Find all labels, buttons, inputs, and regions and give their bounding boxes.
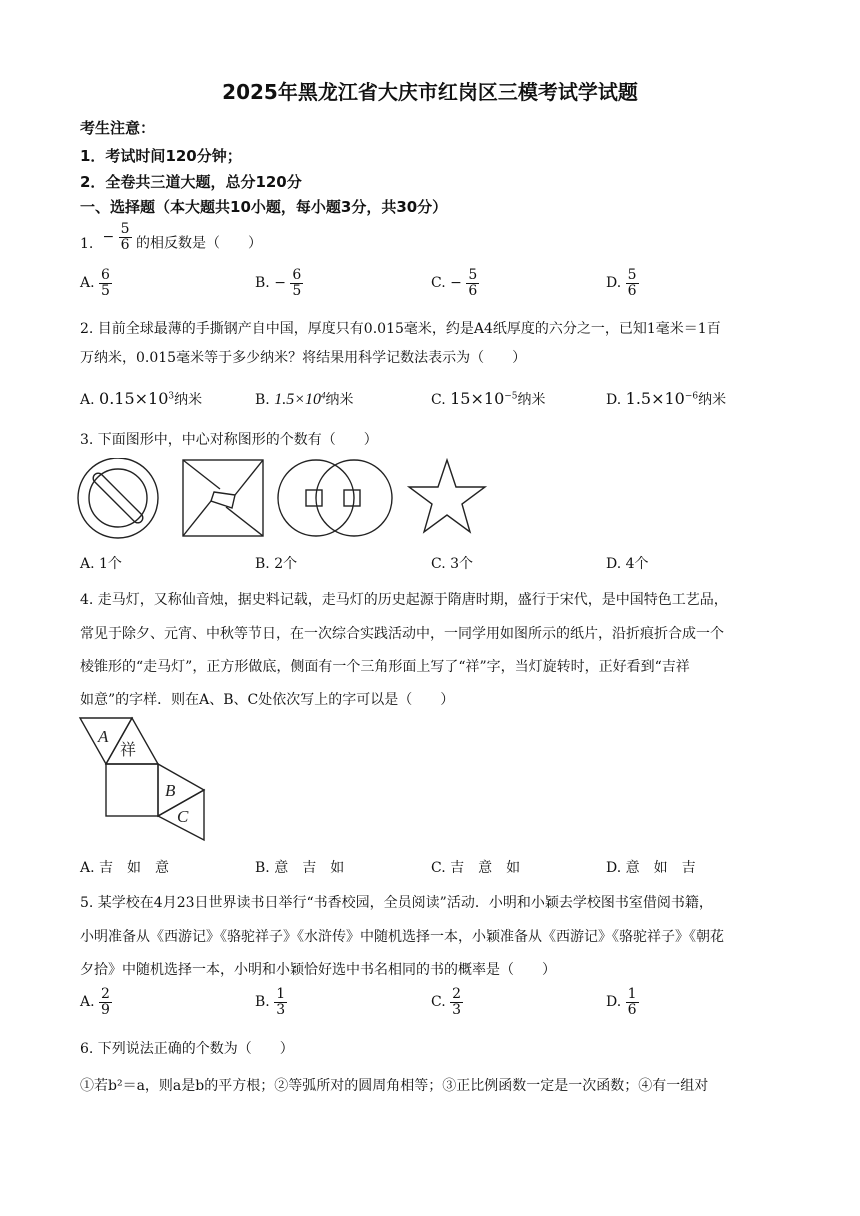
q1-text: 的相反数是（ ） xyxy=(136,235,263,252)
star-figure xyxy=(409,460,485,532)
q2-option-b[interactable]: B. $1.5\times 10^4$纳米 xyxy=(255,390,354,408)
q2-option-a[interactable]: A. $0.15\times 10^3$纳米 xyxy=(80,389,203,408)
q3-text: 3. 下面图形中，中心对称图形的个数有（ ） xyxy=(80,432,378,448)
q6-line-2: ①若b²＝a，则a是b的平方根；②等弧所对的圆周角相等；③正比例函数一定是一次函数；④有一组对 xyxy=(80,1078,709,1094)
q1-sign: − xyxy=(102,229,115,246)
q1-number: 1. xyxy=(80,236,94,253)
q1-frac-num: 5 xyxy=(120,221,130,237)
q5-line-1: 5. 某学校在4月23日世界读书日举行“书香校园，全员阅读”活动．小明和小颖去学校图书室借阅书籍， xyxy=(80,895,713,911)
coins-figure xyxy=(278,460,392,536)
q5-line-3: 夕拾》中随机选择一本，小明和小颖恰好选中书名相同的书的概率是（ ） xyxy=(80,962,556,978)
q3-option-d[interactable]: D. 4个 xyxy=(606,556,649,572)
q4-line-4: 如意”的字样．则在A、B、C处依次写上的字可以是（ ） xyxy=(80,692,455,708)
q3-figures xyxy=(76,458,496,542)
q1-frac-den: 6 xyxy=(120,236,130,253)
q4-line-3: 棱锥形的“走马灯”，正方形做底，侧面有一个三角形面上写了“祥”字，当灯旋转时，正好看到“吉祥 xyxy=(80,659,690,675)
q3-option-c[interactable]: C. 3个 xyxy=(431,556,474,572)
q2-line-1: 2. 目前全球最薄的手撕钢产自中国，厚度只有0.015毫米，约是A4纸厚度的六分之一，已知1毫米＝1百 xyxy=(80,321,721,337)
q1-option-a[interactable]: A. $\frac{6}{5}$ xyxy=(80,267,110,299)
question-1 xyxy=(80,222,262,252)
figure-label-a: A xyxy=(98,727,109,746)
q2-line-2: 万纳米，0.015毫米等于多少纳米？将结果用科学记数法表示为（ ） xyxy=(80,350,527,366)
q1-option-c[interactable]: C. − $\frac{5}{6}$ xyxy=(431,267,478,299)
q2-option-c[interactable]: C. $15\times 10^{-5}$纳米 xyxy=(431,389,546,408)
q4-line-1: 4. 走马灯，又称仙音烛，据史料记载，走马灯的历史起源于隋唐时期，盛行于宋代，是中国特色工艺品， xyxy=(80,592,728,608)
q4-option-a[interactable]: A. 吉 如 意 xyxy=(80,860,170,876)
section-heading: 一、选择题（本大题共10小题，每小题3分，共30分） xyxy=(80,198,448,216)
circle-slash-figure xyxy=(78,458,158,538)
notice-heading: 考生注意： xyxy=(80,119,156,137)
q2-option-d[interactable]: D. $1.5\times 10^{-6}$纳米 xyxy=(606,389,727,408)
q4-line-2: 常见于除夕、元宵、中秋等节日，在一次综合实践活动中，一同学用如图所示的纸片，沿折痕折合成一个 xyxy=(80,626,724,642)
square-pinwheel-figure xyxy=(183,460,263,536)
q1-fraction xyxy=(119,222,132,252)
q1-option-d[interactable]: D. $\frac{5}{6}$ xyxy=(606,267,637,299)
q5-line-2: 小明准备从《西游记》《骆驼祥子》《水浒传》中随机选择一本，小颖准备从《西游记》《骆驼祥子》《朝花 xyxy=(80,929,724,945)
q4-option-b[interactable]: B. 意 吉 如 xyxy=(255,860,345,876)
q4-option-c[interactable]: C. 吉 意 如 xyxy=(431,860,521,876)
q3-option-b[interactable]: B. 2个 xyxy=(255,556,298,572)
figure-label-b: B xyxy=(165,781,176,800)
q6-text: 6. 下列说法正确的个数为（ ） xyxy=(80,1041,294,1057)
q5-option-b[interactable]: B. $\frac{1}{3}$ xyxy=(255,986,286,1018)
notice-item-2: 2．全卷共三道大题，总分120分 xyxy=(80,173,302,191)
figure-label-c: C xyxy=(177,807,189,826)
q5-option-c[interactable]: C. $\frac{2}{3}$ xyxy=(431,986,462,1018)
q4-lantern-net-figure xyxy=(78,716,208,844)
q3-option-a[interactable]: A. 1个 xyxy=(80,556,122,572)
notice-item-1: 1．考试时间120分钟； xyxy=(80,147,242,165)
q4-option-d[interactable]: D. 意 如 吉 xyxy=(606,860,696,876)
q5-option-d[interactable]: D. $\frac{1}{6}$ xyxy=(606,986,637,1018)
q1-option-b[interactable]: B. − $\frac{6}{5}$ xyxy=(255,267,302,299)
page-title: 2025年黑龙江省大庆市红岗区三模考试学试题 xyxy=(222,80,638,104)
figure-label-xiang: 祥 xyxy=(120,740,137,759)
q5-option-a[interactable]: A. $\frac{2}{9}$ xyxy=(80,986,110,1018)
